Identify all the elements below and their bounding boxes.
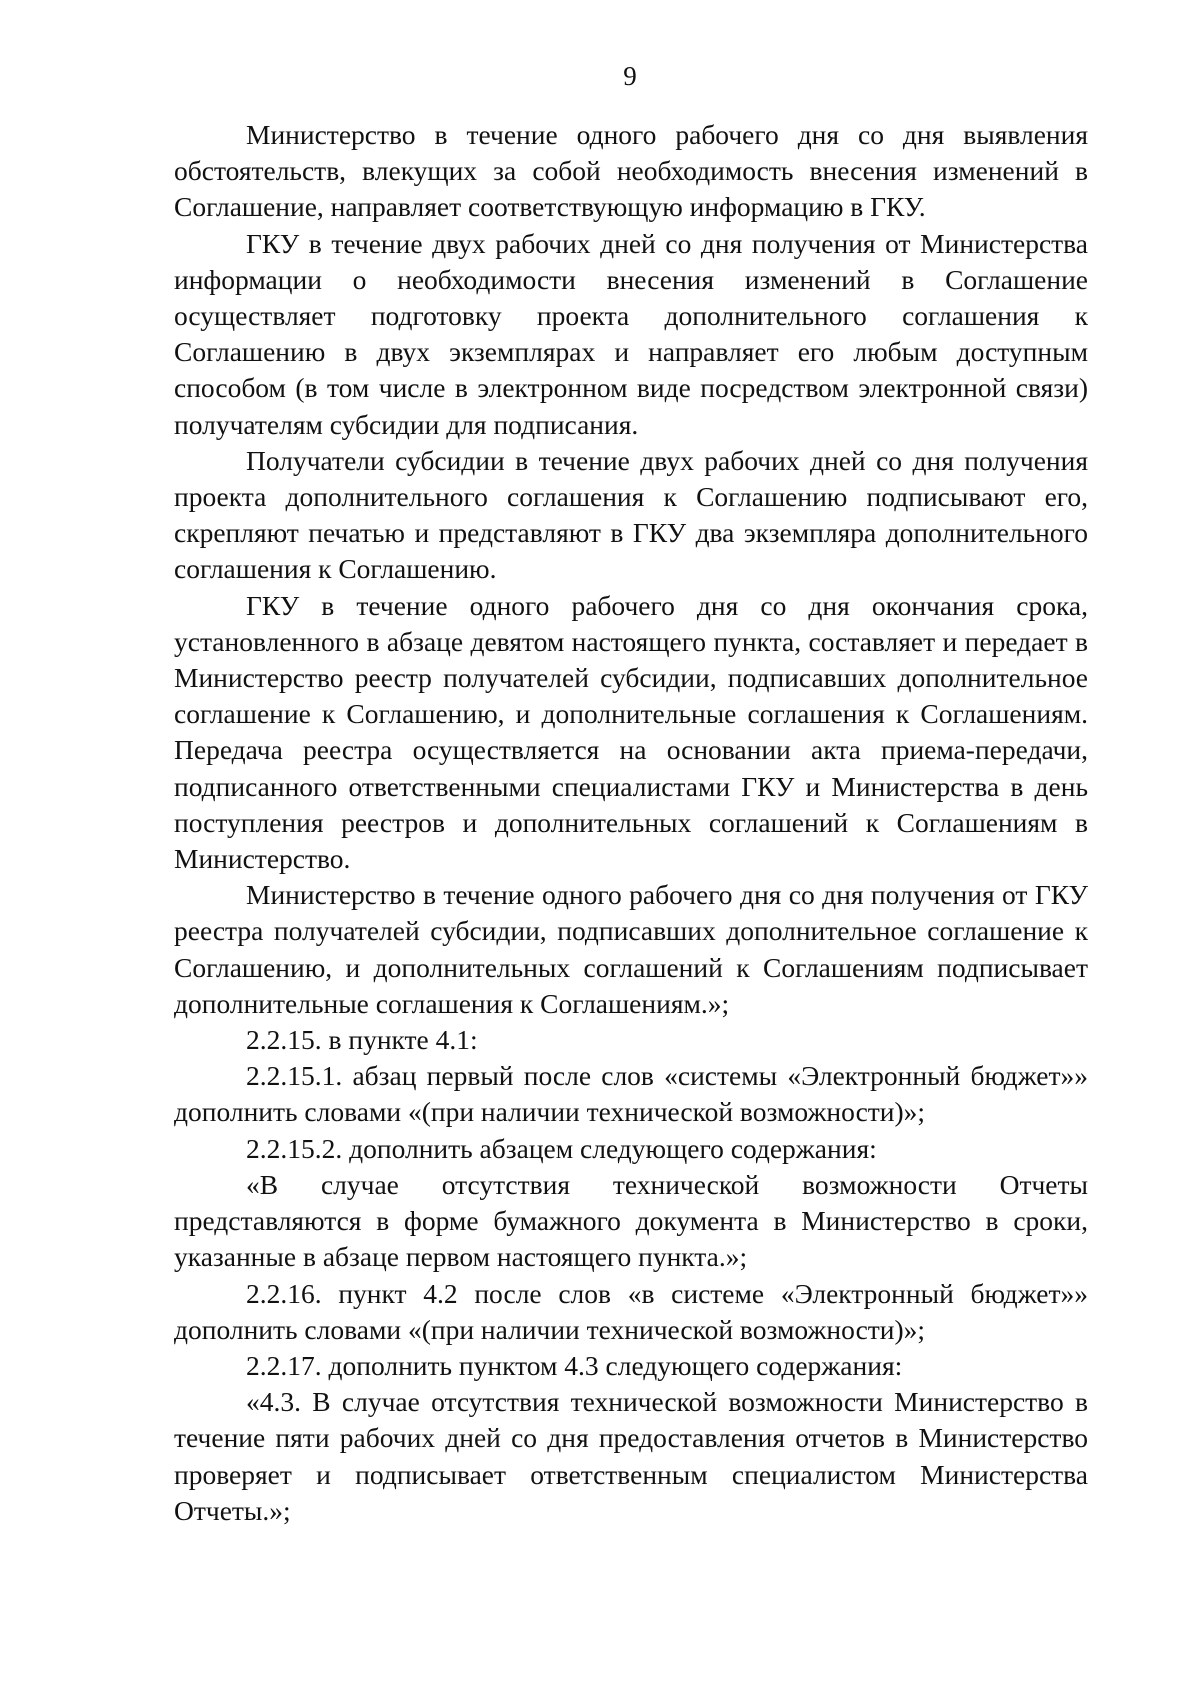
document-body bbox=[174, 117, 1088, 1529]
paragraph-12: «4.3. В случае отсутствия технической возможности Министерство в течение пяти рабочих дней со дня предоставления отчетов в Министерство проверяет и подписывает ответственным специалистом Министерства Отчеты.»; bbox=[174, 1386, 1088, 1526]
paragraph-1: Министерство в течение одного рабочего дня со дня выявления обстоятельств, влекущих за собой необходимость внесения изменений в Соглашение, направляет соответствующую информацию в ГКУ. bbox=[174, 119, 1088, 223]
paragraph-3: Получатели субсидии в течение двух рабочих дней со дня получения проекта дополнительного соглашения к Соглашению подписывают его, скрепляют печатью и представляют в ГКУ два экземпляра дополнительного соглашения к Соглашению. bbox=[174, 444, 1088, 585]
paragraph-10: 2.2.16. пункт 4.2 после слов «в системе «Электронный бюджет»» дополнить словами «(при наличии технической возможности)»; bbox=[174, 1277, 1088, 1345]
paragraph-5: Министерство в течение одного рабочего дня со дня получения от ГКУ реестра получателей субсидии, подписавших дополнительное соглашение к Соглашению, и дополнительных соглашений к Соглашениям подписывает дополнительные соглашения к Соглашениям.»; bbox=[174, 879, 1088, 1019]
paragraph-11: 2.2.17. дополнить пунктом 4.3 следующего содержания: bbox=[246, 1349, 903, 1381]
paragraph-2: ГКУ в течение двух рабочих дней со дня получения от Министерства информации о необходимости внесения изменений в Соглашение осуществляет подготовку проекта дополнительного соглашения к Соглашению в двух экземплярах и направляет его любым доступным способом (в том числе в электронном виде посредством электронной связи) получателям субсидии для подписания. bbox=[174, 227, 1088, 440]
paragraph-9: «В случае отсутствия технической возможности Отчеты представляются в форме бумажного документа в Министерство в сроки, указанные в абзаце первом настоящего пункта.»; bbox=[174, 1168, 1088, 1273]
paragraph-7: 2.2.15.1. абзац первый после слов «системы «Электронный бюджет»» дополнить словами «(при наличии технической возможности)»; bbox=[174, 1060, 1088, 1128]
paragraph-8: 2.2.15.2. дополнить абзацем следующего содержания: bbox=[246, 1132, 877, 1164]
page-number: 9 bbox=[623, 61, 637, 91]
paragraph-6: 2.2.15. в пункте 4.1: bbox=[246, 1024, 478, 1056]
paragraph-4: ГКУ в течение одного рабочего дня со дня окончания срока, установленного в абзаце девятом настоящего пункта, составляет и передает в Министерство реестр получателей субсидии, подписавших дополнительное соглашение к Соглашению, и дополнительные соглашения к Соглашениям. Передача реестра осуществляется на основании акта приема-передачи, подписанного ответственными специалистами ГКУ и Министерства в день поступления реестров и дополнительных соглашений к Соглашениям в Министерство. bbox=[174, 589, 1088, 875]
